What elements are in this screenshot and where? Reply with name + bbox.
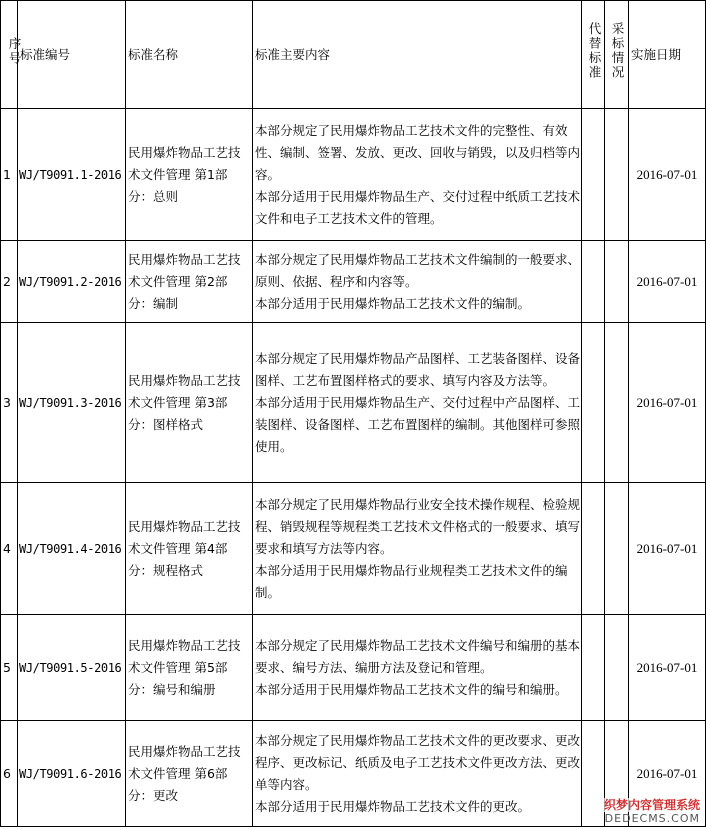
row-adopt	[605, 323, 629, 483]
content-scope: 本部分规定了民用爆炸物品工艺技术文件的完整性、有效性、编制、签署、发放、更改、回收与销毁，以及归档等内容。	[255, 122, 581, 182]
row-content	[253, 109, 582, 241]
watermark	[604, 798, 700, 826]
header-adopt: 采标情况	[605, 1, 629, 109]
row-code: WJ/T9091.6-2016	[18, 721, 126, 827]
row-date: 2016-07-01	[629, 241, 706, 323]
row-date: 2016-07-01	[629, 323, 706, 483]
row-replace	[582, 615, 605, 721]
content-applicability: 本部分适用于民用爆炸物品工艺技术文件的编制。	[255, 295, 531, 311]
row-seq: 4	[1, 483, 18, 615]
header-name: 标准名称	[126, 1, 253, 109]
watermark-title: 织梦内容管理系统	[603, 798, 700, 812]
row-code: WJ/T9091.2-2016	[18, 241, 126, 323]
row-content	[253, 241, 582, 323]
table-row	[1, 483, 706, 615]
content-applicability: 本部分适用于民用爆炸物品生产、交付过程中纸质工艺技术文件和电子工艺技术文件的管理。	[255, 188, 581, 226]
row-replace	[582, 721, 605, 827]
content-scope: 本部分规定了民用爆炸物品产品图样、工艺装备图样、设备图样、工艺布置图样格式的要求、填写内容及方法等。	[255, 350, 581, 388]
header-date: 实施日期	[629, 1, 706, 109]
row-code: WJ/T9091.4-2016	[18, 483, 126, 615]
table-row	[1, 323, 706, 483]
row-replace	[582, 109, 605, 241]
row-name: 民用爆炸物品工艺技术文件管理 第1部分：总则	[126, 109, 253, 241]
row-adopt	[605, 483, 629, 615]
row-name: 民用爆炸物品工艺技术文件管理 第3部分：图样格式	[126, 323, 253, 483]
table-row	[1, 721, 706, 827]
row-seq: 5	[1, 615, 18, 721]
header-replace: 代替标准	[582, 1, 605, 109]
row-name: 民用爆炸物品工艺技术文件管理 第4部分：规程格式	[126, 483, 253, 615]
row-replace	[582, 323, 605, 483]
row-seq: 1	[1, 109, 18, 241]
row-name: 民用爆炸物品工艺技术文件管理 第5部分：编号和编册	[126, 615, 253, 721]
header-code: 标准编号	[18, 1, 126, 109]
row-date: 2016-07-01	[629, 721, 706, 827]
content-applicability: 本部分适用于民用爆炸物品工艺技术文件的编号和编册。	[255, 681, 568, 697]
row-adopt	[605, 615, 629, 721]
table-row	[1, 109, 706, 241]
row-content	[253, 483, 582, 615]
row-content	[253, 323, 582, 483]
table-row	[1, 615, 706, 721]
content-scope: 本部分规定了民用爆炸物品工艺技术文件编制的一般要求、原则、依据、程序和内容等。	[255, 251, 581, 289]
row-content	[253, 721, 582, 827]
row-name: 民用爆炸物品工艺技术文件管理 第6部分：更改	[126, 721, 253, 827]
row-date: 2016-07-01	[629, 483, 706, 615]
content-scope: 本部分规定了民用爆炸物品工艺技术文件的更改要求、更改程序、更改标记、纸质及电子工艺技术文件更改方法、更改单等内容。	[255, 732, 581, 792]
row-code: WJ/T9091.5-2016	[18, 615, 126, 721]
header-row	[1, 1, 706, 109]
watermark-domain: DEDECMS.COM	[604, 812, 700, 825]
row-date: 2016-07-01	[629, 615, 706, 721]
row-code: WJ/T9091.3-2016	[18, 323, 126, 483]
row-date: 2016-07-01	[629, 109, 706, 241]
content-applicability: 本部分适用于民用爆炸物品行业规程类工艺技术文件的编制。	[255, 562, 568, 600]
header-seq: 序号	[1, 1, 18, 109]
row-seq: 3	[1, 323, 18, 483]
row-name: 民用爆炸物品工艺技术文件管理 第2部分：编制	[126, 241, 253, 323]
row-content	[253, 615, 582, 721]
table-row	[1, 241, 706, 323]
content-applicability: 本部分适用于民用爆炸物品生产、交付过程中产品图样、工装图样、设备图样、工艺布置图样的编制。其他图样可参照使用。	[255, 394, 581, 454]
content-scope: 本部分规定了民用爆炸物品工艺技术文件编号和编册的基本要求、编号方法、编册方法及登记和管理。	[255, 637, 581, 675]
row-seq: 6	[1, 721, 18, 827]
row-adopt	[605, 241, 629, 323]
row-code: WJ/T9091.1-2016	[18, 109, 126, 241]
row-seq: 2	[1, 241, 18, 323]
row-replace	[582, 241, 605, 323]
header-content: 标准主要内容	[253, 1, 582, 109]
content-applicability: 本部分适用于民用爆炸物品工艺技术文件的更改。	[255, 798, 531, 814]
row-adopt	[605, 109, 629, 241]
content-scope: 本部分规定了民用爆炸物品行业安全技术操作规程、检验规程、销毁规程等规程类工艺技术文件格式的一般要求、填写要求和填写方法等内容。	[255, 496, 581, 556]
row-replace	[582, 483, 605, 615]
